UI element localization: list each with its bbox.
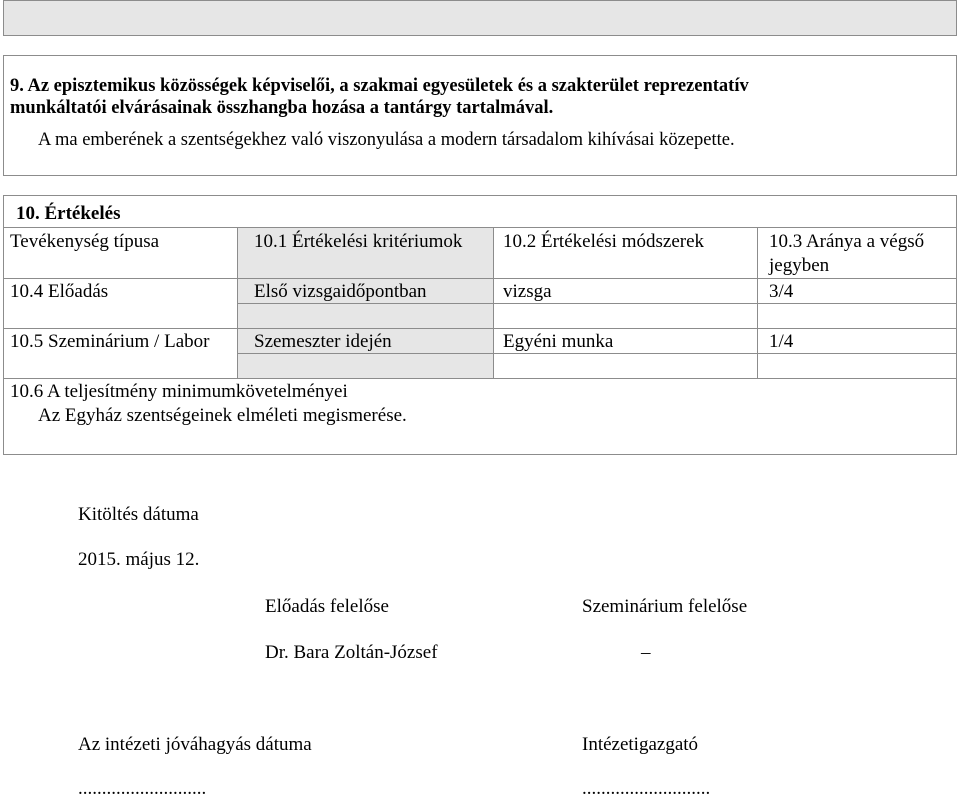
fill-date-value: 2015. május 12.: [78, 549, 200, 570]
section-9-heading-line1: 9. Az episztemikus közösségek képviselői, a szakmai egyesületek és a szakterület reprezentatív: [10, 76, 749, 96]
table-row-lecture-ratio: 3/4: [769, 281, 794, 302]
header-methods: 10.2 Értékelési módszerek: [503, 231, 705, 252]
table-row-seminar-type: 10.5 Szeminárium / Labor: [10, 331, 210, 352]
director-value: ...........................: [582, 778, 711, 799]
section-9-body: A ma emberének a szentségekhez való viszonyulása a modern társadalom kihívásai közepette.: [38, 130, 735, 150]
table-row-seminar-criteria: Szemeszter idején: [254, 331, 392, 352]
seminar-lead-name: –: [641, 642, 651, 663]
seminar-lead-label: Szeminárium felelőse: [582, 596, 748, 617]
header-ratio-line2: jegyben: [769, 255, 830, 276]
requirements-text: Az Egyház szentségeinek elméleti megismerése.: [38, 405, 407, 426]
top-section-box: [3, 0, 957, 36]
table-row-seminar-method: Egyéni munka: [503, 331, 614, 352]
section-10-heading: 10. Értékelés: [16, 203, 121, 224]
table-row-lecture-criteria: Első vizsgaidőpontban: [254, 281, 427, 302]
director-label: Intézetigazgató: [582, 734, 699, 755]
approval-date-label: Az intézeti jóváhagyás dátuma: [78, 734, 312, 755]
fill-date-label: Kitöltés dátuma: [78, 504, 199, 525]
requirements-heading: 10.6 A teljesítmény minimumkövetelményei: [10, 381, 348, 402]
table-row-lecture-method: vizsga: [503, 281, 552, 302]
header-activity-type: Tevékenység típusa: [10, 231, 160, 252]
table-row-seminar-ratio: 1/4: [769, 331, 794, 352]
lecture-lead-label: Előadás felelőse: [265, 596, 389, 617]
header-criteria: 10.1 Értékelési kritériumok: [254, 231, 463, 252]
approval-date-value: ...........................: [78, 778, 207, 799]
table-row-lecture-type: 10.4 Előadás: [10, 281, 109, 302]
header-ratio-line1: 10.3 Aránya a végső: [769, 231, 925, 252]
lecture-lead-name: Dr. Bara Zoltán-József: [265, 642, 438, 663]
section-9-heading-line2: munkáltatói elvárásainak összhangba hozása a tantárgy tartalmával.: [10, 98, 554, 118]
